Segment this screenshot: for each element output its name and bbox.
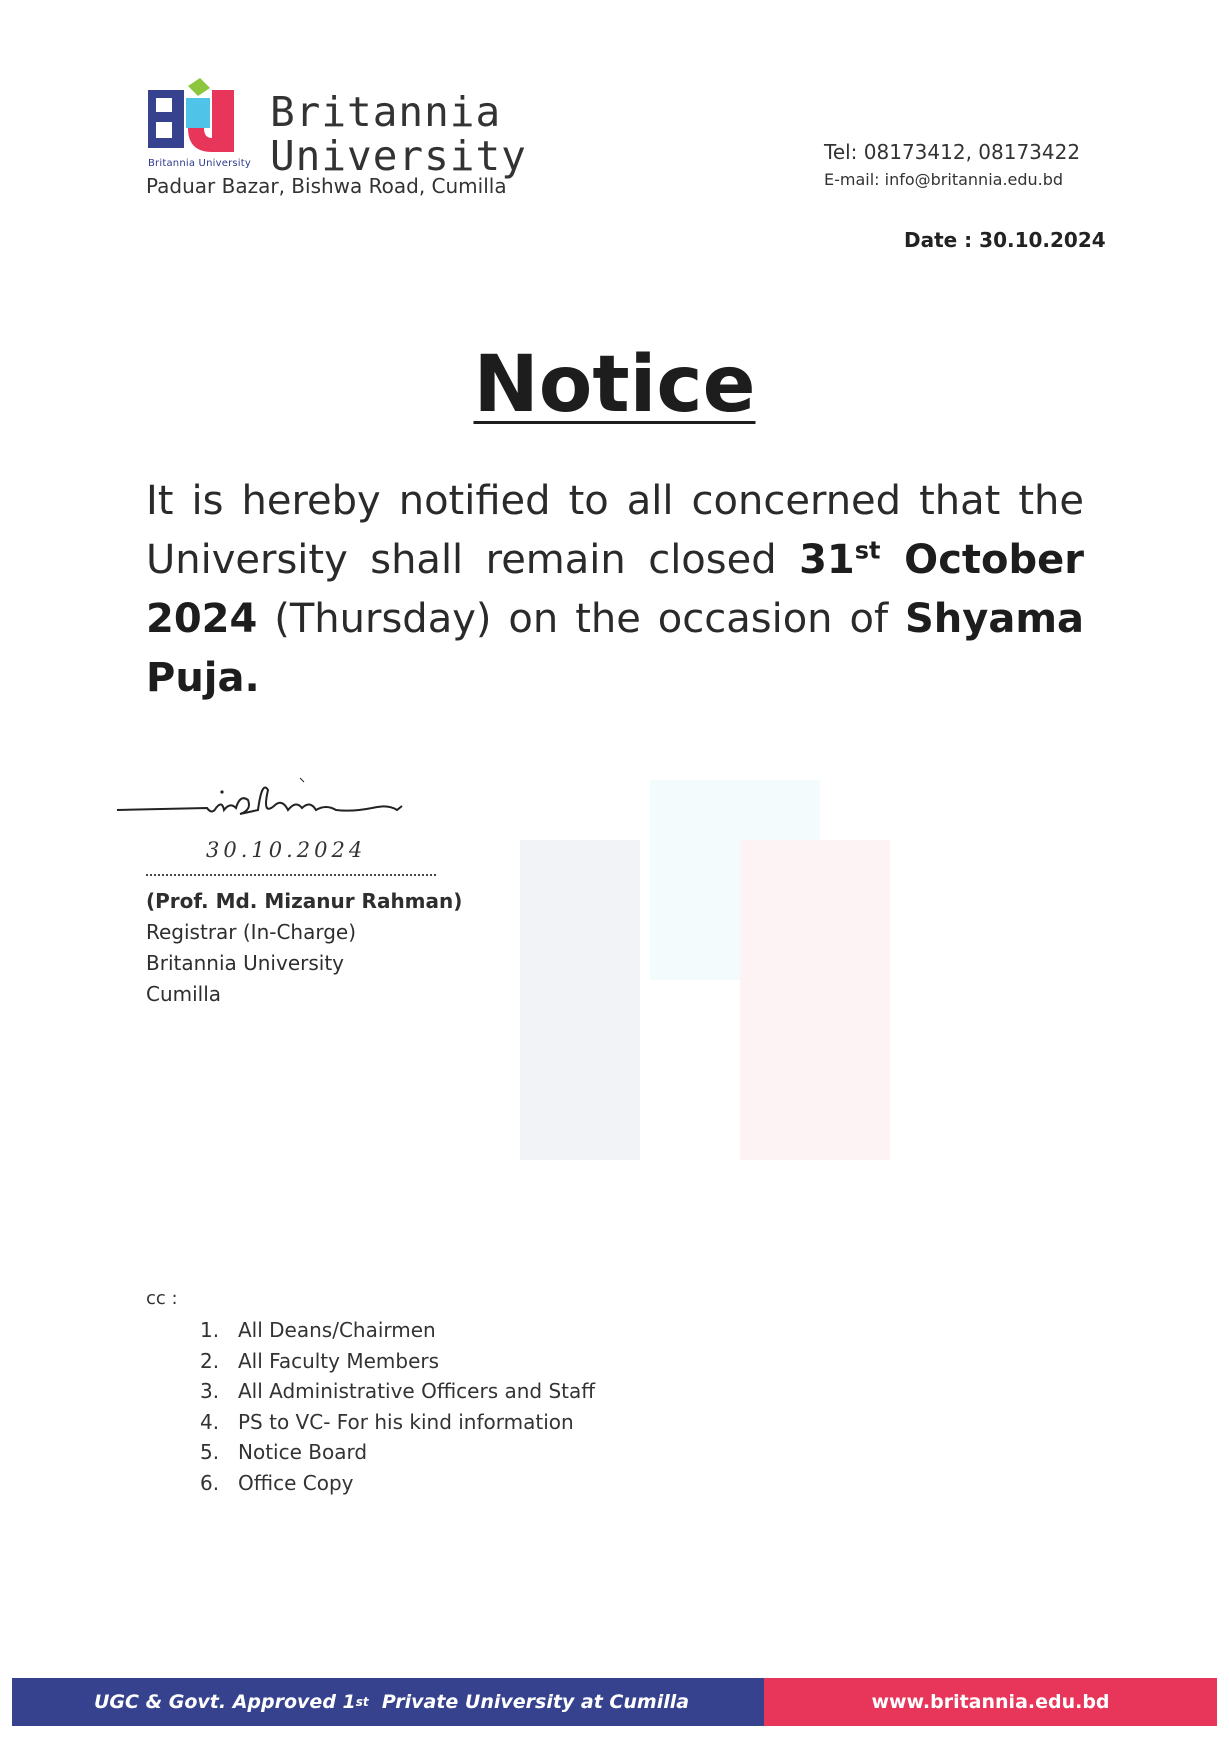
cc-item-number: 2. xyxy=(200,1348,220,1373)
cc-item-text: All Deans/Chairmen xyxy=(238,1318,436,1342)
cc-item-text: Office Copy xyxy=(238,1470,354,1495)
signatory-location: Cumilla xyxy=(146,982,222,1006)
signature-line xyxy=(146,874,436,876)
cc-item xyxy=(200,1315,595,1346)
university-address: Paduar Bazar, Bishwa Road, Cumilla xyxy=(146,174,507,198)
cc-item-text: Notice Board xyxy=(238,1440,368,1464)
footer-approval-suffix: st xyxy=(355,1695,369,1709)
cc-item-number: 4. xyxy=(200,1409,220,1434)
telephone: Tel: 08173412, 08173422 xyxy=(824,140,1081,164)
closure-date-day: 31 xyxy=(799,537,855,583)
footer-website: www.britannia.edu.bd xyxy=(764,1678,1217,1726)
cc-item-text: All Faculty Members xyxy=(238,1348,440,1373)
closure-date-month-year: October 2024 xyxy=(146,537,1084,642)
cc-item xyxy=(200,1407,595,1438)
signatory-designation: Registrar (In-Charge) xyxy=(146,920,357,944)
cc-item-text: PS to VC- For his kind information xyxy=(238,1409,574,1434)
university-name xyxy=(270,90,527,178)
cc-item xyxy=(200,1376,595,1407)
closure-date-suffix: st xyxy=(854,536,881,565)
footer-approval-text-rest: Private University at Cumilla xyxy=(368,1691,690,1713)
notice-body xyxy=(146,472,1084,708)
cc-item-number: 3. xyxy=(200,1379,220,1403)
body-text-part2: (Thursday) on the occasion of xyxy=(257,596,905,642)
university-name-line1: Britannia xyxy=(270,88,502,136)
logo-watermark xyxy=(510,780,910,1170)
cc-label: cc : xyxy=(146,1288,178,1309)
signatory-organization: Britannia University xyxy=(146,951,345,975)
footer-approval-text: UGC & Govt. Approved 1 xyxy=(94,1691,356,1713)
handwritten-signature xyxy=(112,770,442,880)
notice-title-wrap xyxy=(0,340,1229,430)
signatory-block xyxy=(146,886,462,1010)
body-text-part1: It is hereby notified to all concerned that the University shall remain closed xyxy=(146,478,1084,583)
signatory-name: (Prof. Md. Mizanur Rahman) xyxy=(146,889,463,913)
university-logo xyxy=(148,78,260,158)
notice-date: Date : 30.10.2024 xyxy=(904,228,1106,252)
cc-item-number: 1. xyxy=(200,1318,220,1342)
footer-bar xyxy=(12,1678,1217,1726)
handwritten-date: 30.10.2024 xyxy=(206,838,367,862)
footer-approval-banner xyxy=(12,1678,764,1726)
email: E-mail: info@britannia.edu.bd xyxy=(824,170,1064,189)
university-name-line2: University xyxy=(270,132,527,180)
cc-item-number: 6. xyxy=(200,1470,220,1495)
cc-item-number: 5. xyxy=(200,1440,220,1464)
cc-list xyxy=(200,1315,595,1498)
notice-title: Notice xyxy=(473,340,756,430)
logo-caption: Britannia University xyxy=(148,158,252,169)
cc-item-text: All Administrative Officers and Staff xyxy=(238,1379,596,1403)
cc-item xyxy=(200,1437,595,1468)
cc-item xyxy=(200,1346,595,1377)
cc-item xyxy=(200,1468,595,1499)
occasion-name: Shyama Puja. xyxy=(146,596,1084,701)
